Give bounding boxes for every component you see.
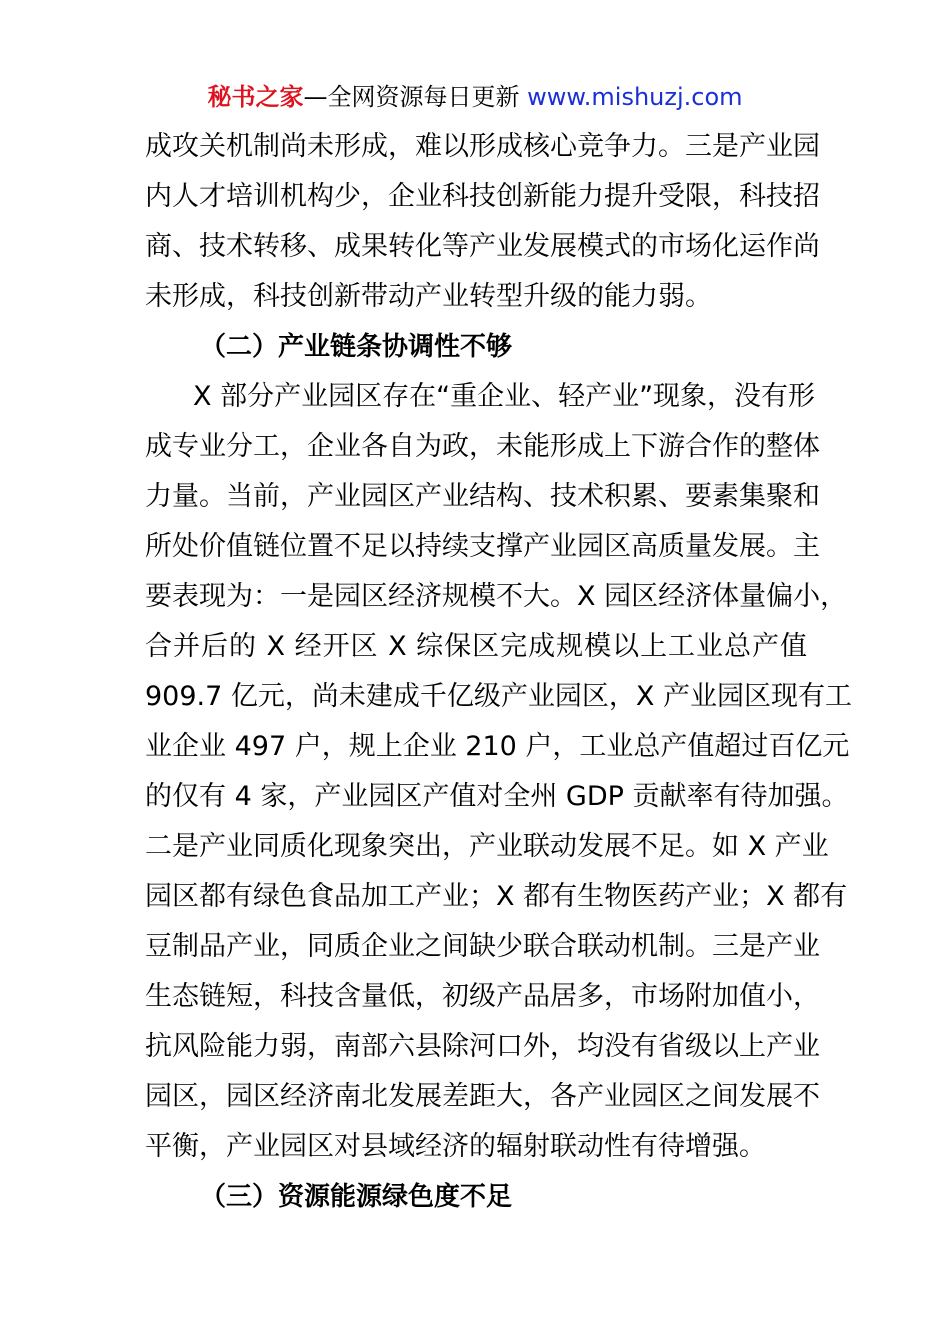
text-line: 生态链短，科技含量低，初级产品居多，市场附加值小，: [145, 981, 820, 1012]
text-line: 平衡，产业园区对县域经济的辐射联动性有待增强。: [145, 1131, 766, 1162]
text-line: 合并后的 X 经开区 X 综保区完成规模以上工业总产值: [145, 631, 807, 662]
text-line: 园区，园区经济南北发展差距大，各产业园区之间发展不: [145, 1081, 820, 1112]
text-line: 二是产业同质化现象突出，产业联动发展不足。如 X 产业: [145, 831, 829, 862]
text-line: 商、技术转移、成果转化等产业发展模式的市场化运作尚: [145, 231, 820, 262]
text-line: 园区都有绿色食品加工产业；X 都有生物医药产业；X 都有: [145, 881, 848, 912]
section-heading: （三）资源能源绿色度不足: [200, 1182, 513, 1212]
text-line: 909.7 亿元，尚未建成千亿级产业园区，X 产业园区现有工: [145, 681, 852, 712]
text-line: 内人才培训机构少，企业科技创新能力提升受限，科技招: [145, 181, 820, 212]
brand-name: 秘书之家: [207, 83, 304, 111]
text-line: X 部分产业园区存在“重企业、轻产业”现象，没有形: [193, 381, 816, 412]
text-line: 抗风险能力弱，南部六县除河口外，均没有省级以上产业: [145, 1031, 820, 1062]
text-line: 力量。当前，产业园区产业结构、技术积累、要素集聚和: [145, 481, 820, 512]
section-heading: （二）产业链条协调性不够: [200, 332, 513, 362]
text-line: 要表现为：一是园区经济规模不大。X 园区经济体量偏小，: [145, 581, 848, 612]
text-line: 豆制品产业，同质企业之间缺少联合联动机制。三是产业: [145, 931, 820, 962]
header-tagline: —全网资源每日更新: [303, 83, 520, 111]
text-line: 所处价值链位置不足以持续支撑产业园区高质量发展。主: [145, 531, 820, 562]
text-line: 成专业分工，企业各自为政，未能形成上下游合作的整体: [145, 431, 820, 462]
text-line: 业企业 497 户，规上企业 210 户，工业总产值超过百亿元: [145, 731, 850, 762]
site-url-link[interactable]: www.mishuzj.com: [527, 83, 743, 111]
site-header: [0, 82, 950, 112]
text-line: 的仅有 4 家，产业园区产值对全州 GDP 贡献率有待加强。: [145, 781, 849, 812]
text-line: 未形成，科技创新带动产业转型升级的能力弱。: [145, 281, 712, 312]
text-line: 成攻关机制尚未形成，难以形成核心竞争力。三是产业园: [145, 131, 820, 162]
